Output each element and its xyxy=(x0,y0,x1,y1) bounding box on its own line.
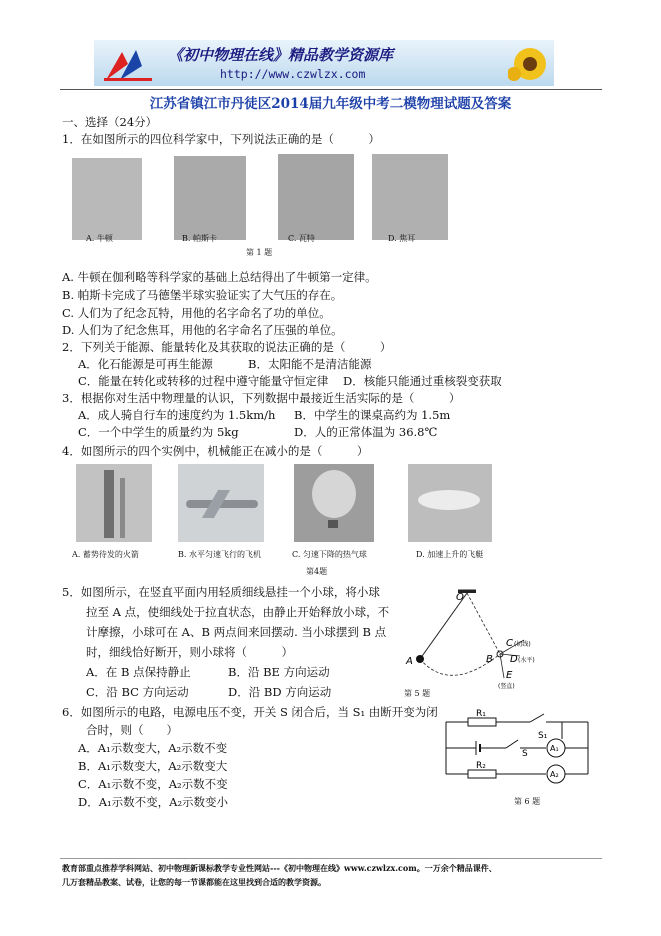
q4-caption-c: C. 匀速下降的热气球 xyxy=(292,550,367,559)
q5-option-c: C．沿 BC 方向运动 xyxy=(86,685,189,699)
q6-stem-line-1: 6．如图所示的电路，电源电压不变，开关 S 闭合后，当 S₁ 由断开变为闭 xyxy=(62,705,438,719)
q4-photo-airplane xyxy=(178,464,264,542)
label-b: B xyxy=(486,654,493,665)
q5-option-b: B．沿 BE 方向运动 xyxy=(228,665,330,679)
q6-figure-label: 第 6 题 xyxy=(514,797,541,806)
q1-stem: 1．在如图所示的四位科学家中，下列说法正确的是（ ） xyxy=(62,132,380,146)
q4-photo-airship xyxy=(408,464,492,542)
q5-stem-line-3: 计摩擦，小球可在 A、B 两点间来回摆动. 当小球摆到 B 点 xyxy=(86,625,387,639)
q2-option-a: A．化石能源是可再生能源 xyxy=(78,357,213,371)
site-logo xyxy=(100,44,160,84)
portrait-newton xyxy=(72,158,142,240)
q6-option-c: C．A₁示数不变，A₂示数不变 xyxy=(78,777,228,791)
footer-line-1: 教育部重点推荐学科网站、初中物理新课标教学专业性网站---《初中物理在线》www.czwlzx.com。一万余个精品课件、 xyxy=(62,863,497,873)
footer-line-2: 几万套精品教案、试卷，让您的每一节课都能在这里找到合适的教学资源。 xyxy=(62,877,326,887)
label-o: O xyxy=(456,592,464,603)
q2-stem: 2．下列关于能源、能量转化及其获取的说法正确的是（ ） xyxy=(62,340,392,354)
label-d-note: (水平) xyxy=(518,657,535,664)
q6-option-d: D．A₁示数不变，A₂示数变小 xyxy=(78,795,229,809)
label-a: A xyxy=(406,656,413,667)
banner-url: http://www.czwlzx.com xyxy=(220,67,366,81)
q5-figure-label: 第 5 题 xyxy=(404,689,431,698)
circuit-diagram xyxy=(438,708,598,798)
q2-option-b: B．太阳能不是清洁能源 xyxy=(248,357,372,371)
portrait-watt xyxy=(278,154,354,240)
q1-caption-b: B. 帕斯卡 xyxy=(182,234,217,243)
q1-option-c: C. 人们为了纪念瓦特，用他的名字命名了功的单位。 xyxy=(62,306,331,320)
q1-caption-a: A. 牛顿 xyxy=(86,234,113,243)
q4-photo-rocket xyxy=(76,464,152,542)
q5-stem-line-2: 拉至 A 点，使细线处于拉直状态，由静止开始释放小球，不 xyxy=(86,605,390,619)
q4-caption-b: B. 水平匀速飞行的飞机 xyxy=(178,550,261,559)
q6-stem-line-2: 合时，则（ ） xyxy=(86,723,178,737)
q1-figure-label: 第 1 题 xyxy=(246,248,273,257)
q3-stem: 3．根据你对生活中物理量的认识，下列数据中最接近生活实际的是（ ） xyxy=(62,391,461,405)
q1-option-a: A. 牛顿在伽利略等科学家的基础上总结得出了牛顿第一定律。 xyxy=(62,270,377,284)
label-s: S xyxy=(522,749,528,759)
q1-figure xyxy=(62,150,462,260)
label-a2: A₂ xyxy=(550,770,559,779)
q1-caption-d: D. 焦耳 xyxy=(388,234,416,243)
section-heading: 一、选择（24分） xyxy=(62,115,158,129)
banner-title: 《初中物理在线》精品教学资源库 xyxy=(168,46,394,64)
header-divider xyxy=(60,89,602,90)
q3-option-d: D．人的正常体温为 36.8℃ xyxy=(294,425,438,439)
portrait-pascal xyxy=(174,156,246,240)
label-r1: R₁ xyxy=(476,709,486,719)
label-s1: S₁ xyxy=(538,731,548,741)
label-c: C xyxy=(506,638,513,649)
q3-option-c: C．一个中学生的质量约为 5kg xyxy=(78,425,239,439)
q5-stem-line-4: 时，细线恰好断开，则小球将（ ） xyxy=(86,645,293,659)
q2-option-d: D．核能只能通过重核裂变获取 xyxy=(343,374,502,388)
page-title: 江苏省镇江市丹徒区2014届九年级中考二模物理试题及答案 xyxy=(149,96,512,112)
q1-option-b: B. 帕斯卡完成了马德堡半球实验证实了大气压的存在。 xyxy=(62,288,343,302)
label-r2: R₂ xyxy=(476,761,486,771)
pendulum-diagram xyxy=(400,586,560,696)
q4-caption-d: D. 加速上升的飞艇 xyxy=(416,550,484,559)
q4-figure-label: 第4题 xyxy=(306,567,328,576)
q4-stem: 4．如图所示的四个实例中，机械能正在减小的是（ ） xyxy=(62,444,369,458)
q5-stem-line-1: 5．如图所示，在竖直平面内用轻质细线悬挂一个小球，将小球 xyxy=(62,585,380,599)
q6-option-b: B．A₁示数变大，A₂示数变大 xyxy=(78,759,228,773)
q4-caption-a: A. 蓄势待发的火箭 xyxy=(72,550,139,559)
q2-option-c: C．能量在转化或转移的过程中遵守能量守恒定律 xyxy=(78,374,329,388)
label-e-note: (竖直) xyxy=(498,683,515,690)
q5-option-a: A．在 B 点保持静止 xyxy=(86,665,191,679)
footer-divider xyxy=(60,858,602,859)
label-a1: A₁ xyxy=(550,744,559,753)
q5-option-d: D．沿 BD 方向运动 xyxy=(228,685,332,699)
label-e: E xyxy=(506,670,513,681)
label-d: D xyxy=(510,654,518,665)
q3-option-b: B．中学生的课桌高约为 1.5m xyxy=(294,408,451,422)
q1-option-d: D. 人们为了纪念焦耳，用他的名字命名了压强的单位。 xyxy=(62,323,343,337)
sunflower-icon xyxy=(508,44,552,84)
q4-photo-balloon xyxy=(294,464,374,542)
portrait-joule xyxy=(372,154,448,240)
q6-option-a: A．A₁示数变大，A₂示数不变 xyxy=(78,741,228,755)
q1-caption-c: C. 瓦特 xyxy=(288,234,315,243)
label-c-note: (切线) xyxy=(514,641,531,648)
q3-option-a: A．成人骑自行车的速度约为 1.5km/h xyxy=(78,408,276,422)
